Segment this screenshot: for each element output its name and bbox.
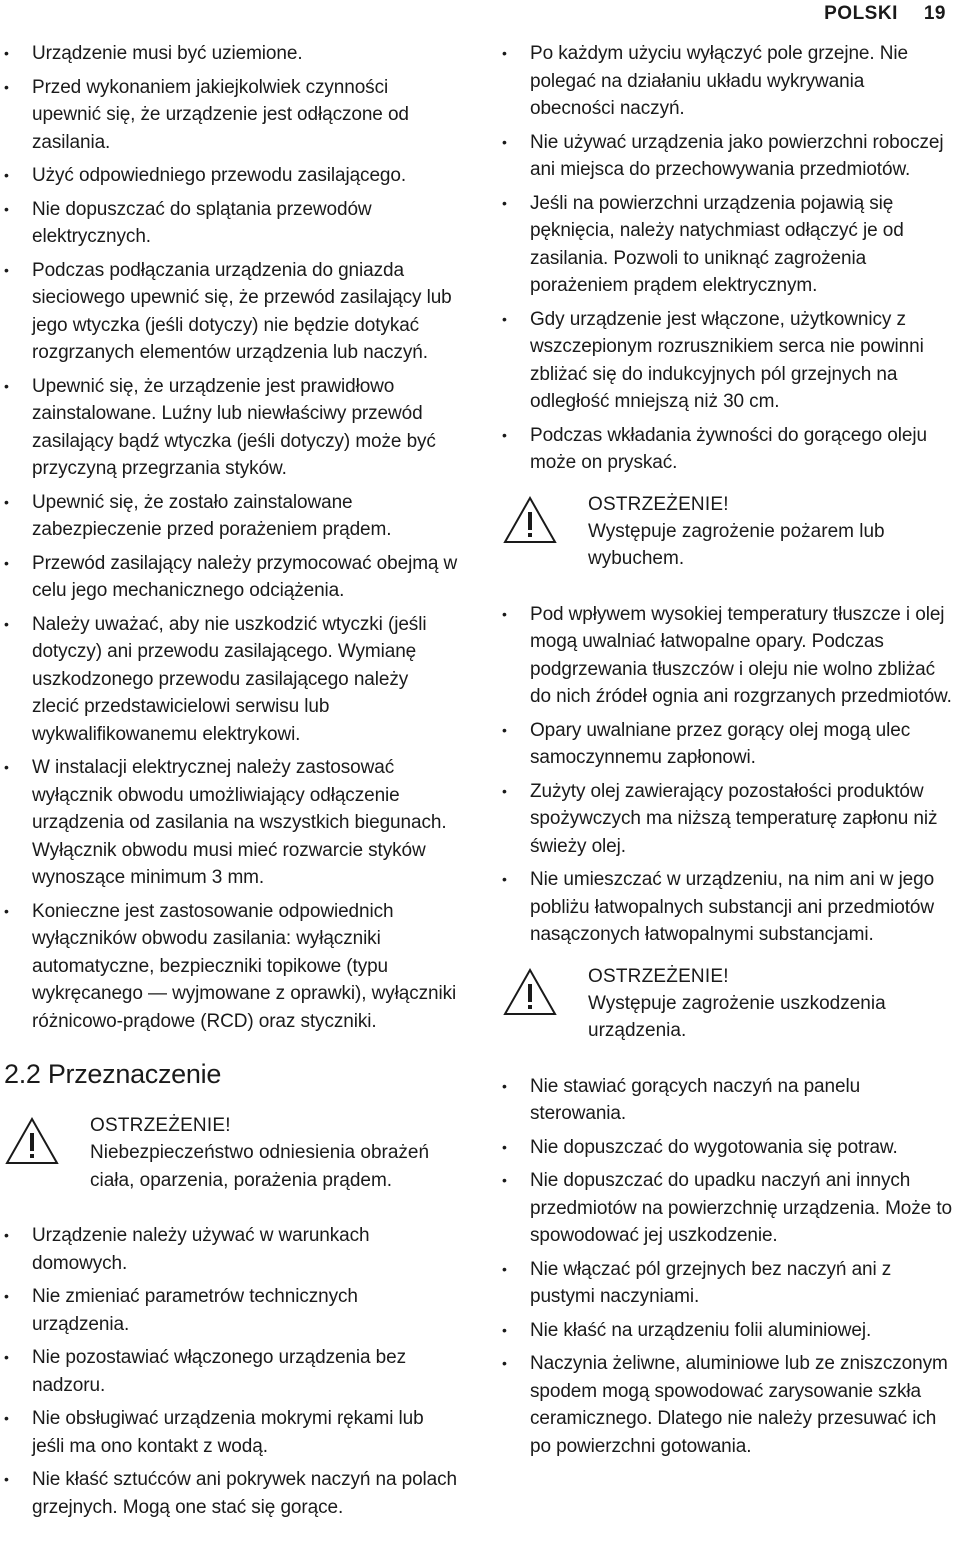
list-item: • Nie zmieniać parametrów technicznych urządzenia. [4, 1283, 460, 1338]
language-label: POLSKI [824, 3, 898, 24]
warning-title: OSTRZEŻENIE! [588, 965, 729, 987]
list-item: • Nie stawiać gorących naczyń na panelu sterowania. [502, 1073, 954, 1128]
list-item: • Nie obsługiwać urządzenia mokrymi rękami lub jeśli ma ono kontakt z wodą. [4, 1405, 460, 1460]
list-item: • Nie kłaść sztućców ani pokrywek naczyń na polach grzejnych. Mogą one stać się gorące. [4, 1466, 460, 1521]
list-item: • Naczynia żeliwne, aluminiowe lub ze zniszczonym spodem mogą spowodować zarysowanie szkła ceramicznego. Dlatego nie należy przesuwać ich po powierzchni gotowania. [502, 1350, 954, 1460]
warning-triangle-icon [502, 967, 558, 1017]
section-title: 2.2 Przeznaczenie [4, 1059, 222, 1089]
list-item: • Nie umieszczać w urządzeniu, na nim ani w jego pobliżu łatwopalnych substancji ani przedmiotów nasączonych łatwopalnymi substancjami. [502, 866, 954, 949]
list-item: • Upewnić się, że zostało zainstalowane zabezpieczenie przed porażeniem prądem. [4, 489, 460, 544]
list-item: • Nie pozostawiać włączonego urządzenia bez nadzoru. [4, 1344, 460, 1399]
page-number: 19 [923, 3, 946, 24]
list-item: • Opary uwalniane przez gorący olej mogą ulec samoczynnemu zapłonowi. [502, 717, 954, 772]
page-header [824, 3, 946, 25]
list-item: • Zużyty olej zawierający pozostałości produktów spożywczych ma niższą temperaturę zapłonu niż świeży olej. [502, 778, 954, 861]
list-item: • Nie kłaść na urządzeniu folii aluminiowej. [502, 1317, 954, 1345]
list-item: • Pod wpływem wysokiej temperatury tłuszcze i olej mogą uwalniać łatwopalne opary. Podczas podgrzewania tłuszczów i oleju nie wolno zbliżać do nich źródeł ognia ani rozgrzanych przedmiotów. [502, 601, 954, 711]
list-item: • Podczas podłączania urządzenia do gniazda sieciowego upewnić się, że przewód zasilający lub jego wtyczka (jeśli dotyczy) nie będzie dotykać rozgrzanych elementów urządzenia lub naczyń. [4, 257, 460, 367]
warning-text: Niebezpieczeństwo odniesienia obrażeń ciała, oparzenia, porażenia prądem. [90, 1142, 430, 1191]
safety-list-electrical [4, 40, 460, 1035]
list-item: • Przewód zasilający należy przymocować obejmą w celu jego mechanicznego odciążenia. [4, 550, 460, 605]
warning-title: OSTRZEŻENIE! [90, 1115, 231, 1136]
list-item: • Nie dopuszczać do upadku naczyń ani innych przedmiotów na powierzchnię urządzenia. Może to spowodować jej uszkodzenie. [502, 1167, 954, 1250]
list-item: • Użyć odpowiedniego przewodu zasilającego. [4, 162, 460, 190]
list-item: • Urządzenie musi być uziemione. [4, 40, 460, 68]
list-item: • Nie używać urządzenia jako powierzchni roboczej ani miejsca do przechowywania przedmiotów. [502, 129, 954, 184]
list-item: • Nie dopuszczać do splątania przewodów elektrycznych. [4, 196, 460, 251]
warning-text: Występuje zagrożenie pożarem lub wybuchem. [588, 520, 885, 569]
safety-list-operation [502, 40, 954, 477]
warning-text: Występuje zagrożenie uszkodzenia urządzenia. [588, 992, 886, 1041]
list-item: • W instalacji elektrycznej należy zastosować wyłącznik obwodu umożliwiający odłączenie urządzenia od zasilania na wszystkich biegunach. Wyłącznik obwodu musi mieć rozwarcie styków wynoszące minimum 3 mm. [4, 754, 460, 892]
list-item: • Konieczne jest zastosowanie odpowiednich wyłączników obwodu zasilania: wyłączniki automatyczne, bezpieczniki topikowe (typu wykręcanego — wyjmowane z oprawki), wyłączniki różnicowo-prądowe (RCD) oraz styczniki. [4, 898, 460, 1036]
list-item: • Podczas wkładania żywności do gorącego oleju może on pryskać. [502, 422, 954, 477]
warning-box-fire [502, 491, 954, 573]
safety-list-oil [502, 601, 954, 949]
safety-list-usage [4, 1222, 460, 1521]
warning-box [4, 1112, 460, 1194]
list-item: • Jeśli na powierzchni urządzenia pojawią się pęknięcia, należy natychmiast odłączyć je od zasilania. Pozwoli to uniknąć zagrożenia porażeniem prądem elektrycznym. [502, 190, 954, 300]
list-item: • Upewnić się, że urządzenie jest prawidłowo zainstalowane. Luźny lub niewłaściwy przewód zasilający bądź wtyczka (jeśli dotyczy) może być przyczyną przegrzania styków. [4, 373, 460, 483]
warning-title: OSTRZEŻENIE! [588, 493, 729, 515]
warning-triangle-icon [4, 1116, 60, 1166]
warning-triangle-icon [502, 495, 558, 545]
list-item: • Nie włączać pól grzejnych bez naczyń ani z pustymi naczyniami. [502, 1256, 954, 1311]
right-column [502, 40, 954, 1466]
left-column [4, 40, 460, 1527]
list-item: • Należy uważać, aby nie uszkodzić wtyczki (jeśli dotyczy) ani przewodu zasilającego. Wymianę uszkodzonego przewodu zasilającego należy zlecić przedstawicielowi serwisu lub wykwalifikowanemu elektrykowi. [4, 611, 460, 749]
list-item: • Urządzenie należy używać w warunkach domowych. [4, 1222, 460, 1277]
list-item: • Gdy urządzenie jest włączone, użytkownicy z wszczepionym rozrusznikiem serca nie powinni zbliżać się do indukcyjnych pól grzejnych na odległość mniejszą niż 30 cm. [502, 306, 954, 416]
list-item: • Przed wykonaniem jakiejkolwiek czynności upewnić się, że urządzenie jest odłączone od zasilania. [4, 74, 460, 157]
warning-box-damage [502, 963, 954, 1045]
list-item: • Po każdym użyciu wyłączyć pole grzejne. Nie polegać na działaniu układu wykrywania obecności naczyń. [502, 40, 954, 123]
safety-list-cookware [502, 1073, 954, 1461]
list-item: • Nie dopuszczać do wygotowania się potraw. [502, 1134, 954, 1162]
